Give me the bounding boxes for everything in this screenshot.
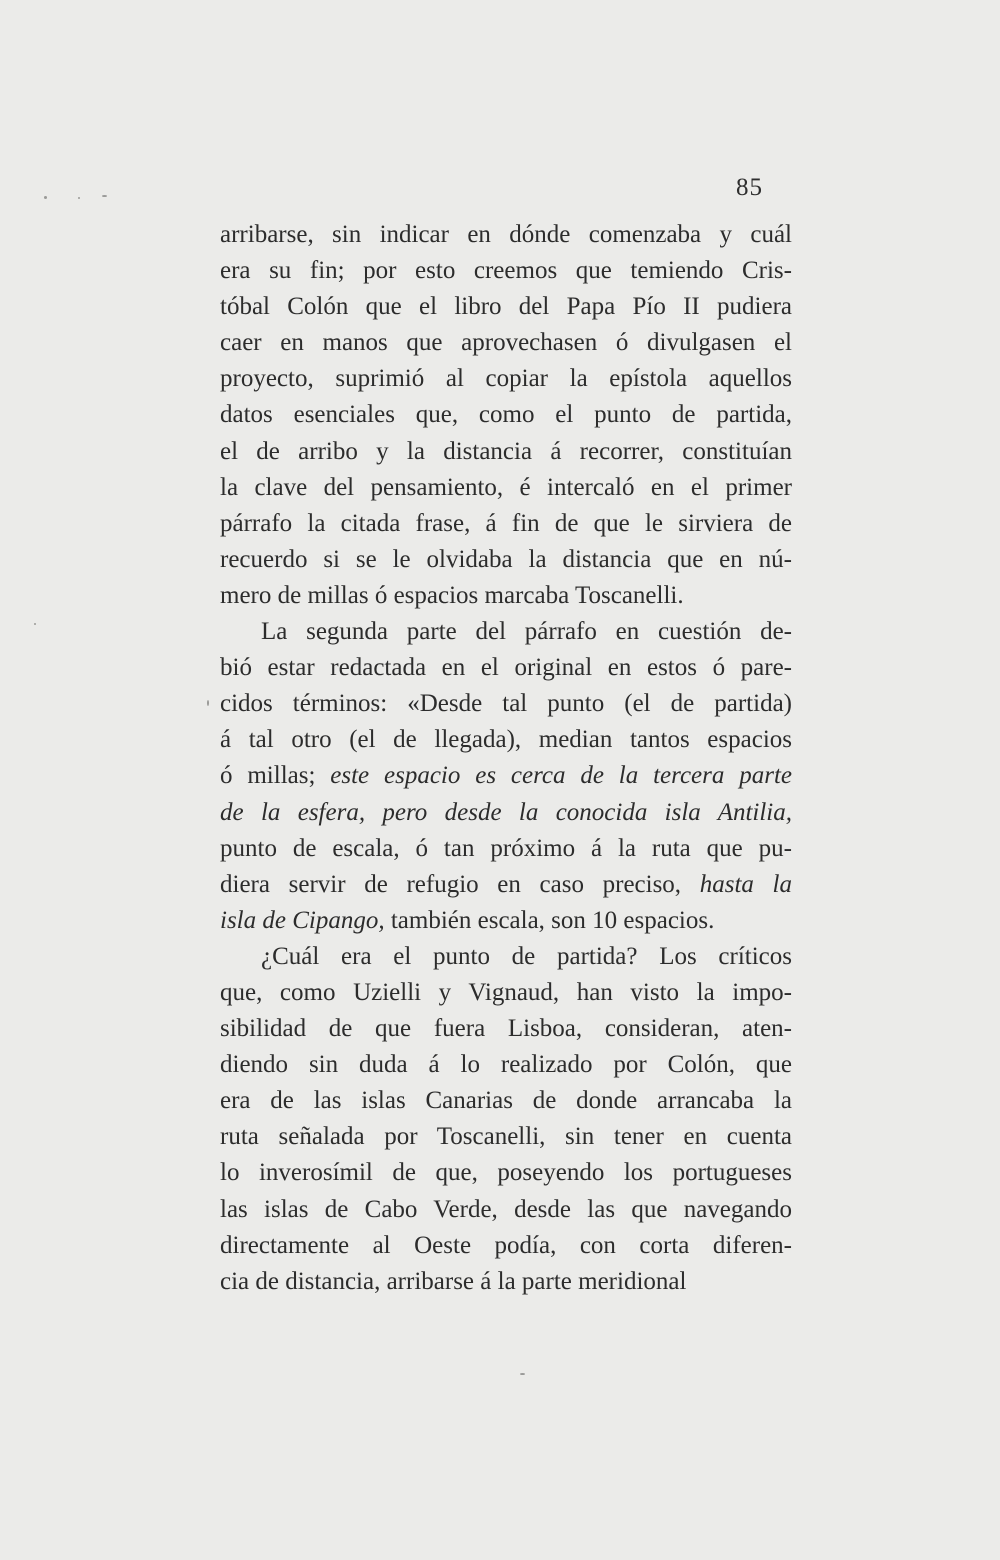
body-text — [220, 217, 792, 1300]
paragraph — [220, 614, 792, 939]
text-line — [220, 1047, 792, 1083]
text-line — [220, 470, 792, 506]
italic-text: de la esfera, pero desde la conocida isla Antilia, — [220, 798, 792, 826]
italic-text: hasta la — [699, 870, 792, 898]
text-segment: proyecto, suprimió al copiar la epístola aquellos — [220, 365, 792, 393]
text-segment: lo inverosímil de que, poseyendo los portugueses — [220, 1159, 792, 1187]
text-segment: la clave del pensamiento, é intercaló en el primer — [220, 473, 792, 501]
text-segment: ruta señalada por Toscanelli, sin tener en cuenta — [220, 1123, 792, 1151]
text-line — [220, 506, 792, 542]
text-segment: recuerdo si se le olvidaba la distancia que en nú- — [220, 545, 792, 573]
paper-speck — [34, 623, 36, 625]
text-line — [220, 722, 792, 758]
text-segment: bió estar redactada en el original en estos ó pare- — [220, 654, 792, 682]
text-segment: las islas de Cabo Verde, desde las que navegando — [220, 1195, 792, 1223]
text-segment: arribarse, sin indicar en dónde comenzaba y cuál — [220, 221, 792, 248]
paragraph — [220, 939, 792, 1300]
text-segment: sibilidad de que fuera Lisboa, consideran, aten- — [220, 1015, 792, 1043]
text-line — [220, 686, 792, 722]
text-segment: diera servir de refugio en caso preciso, — [220, 870, 700, 898]
text-segment: cidos términos: «Desde tal punto (el de partida) — [220, 690, 792, 718]
paper-speck — [44, 196, 47, 199]
text-line — [220, 1119, 792, 1155]
text-line — [220, 289, 792, 325]
text-line — [220, 831, 792, 867]
paper-speck — [78, 197, 80, 199]
text-segment: La segunda parte del párrafo en cuestión de- — [261, 618, 792, 646]
text-segment: tóbal Colón que el libro del Papa Pío II pudiera — [220, 293, 792, 321]
text-segment: directamente al Oeste podía, con corta diferen- — [220, 1231, 792, 1259]
text-line — [220, 434, 792, 470]
text-line — [220, 217, 792, 253]
text-line — [220, 1192, 792, 1228]
page-number: 85 — [736, 174, 763, 201]
text-line — [220, 939, 792, 975]
text-line — [220, 1011, 792, 1047]
text-line — [220, 650, 792, 686]
text-segment: era de las islas Canarias de donde arrancaba la — [220, 1087, 792, 1115]
text-segment: punto de escala, ó tan próximo á la ruta que pu- — [220, 834, 792, 862]
text-line — [220, 1228, 792, 1264]
text-segment: diendo sin duda á lo realizado por Colón, que — [220, 1051, 792, 1079]
text-line — [220, 578, 792, 614]
text-segment: era su fin; por esto creemos que temiendo Cris- — [220, 257, 792, 285]
text-line — [220, 1264, 792, 1300]
text-segment: ¿Cuál era el punto de partida? Los críticos — [261, 942, 792, 970]
paragraph — [220, 217, 792, 614]
text-segment: caer en manos que aprovechasen ó divulgasen el — [220, 329, 792, 357]
text-line — [220, 361, 792, 397]
text-segment: párrafo la citada frase, á fin de que le sirviera de — [220, 509, 792, 537]
text-segment: cia de distancia, arribarse á la parte meridional — [220, 1267, 687, 1295]
text-line — [220, 1083, 792, 1119]
text-segment: ó millas; — [220, 762, 331, 790]
text-line — [220, 758, 792, 794]
text-line — [220, 1155, 792, 1191]
italic-text: isla de Cipango, — [220, 906, 385, 934]
text-line — [220, 975, 792, 1011]
text-segment: á tal otro (el de llegada), median tantos espacios — [220, 726, 792, 754]
text-segment: datos esenciales que, como el punto de partida, — [220, 401, 792, 429]
text-segment: el de arribo y la distancia á recorrer, constituían — [220, 437, 792, 465]
text-line — [220, 397, 792, 433]
text-segment: que, como Uzielli y Vignaud, han visto la impo- — [220, 978, 792, 1006]
text-line — [220, 253, 792, 289]
text-segment: mero de millas ó espacios marcaba Toscanelli. — [220, 581, 684, 609]
text-line — [220, 542, 792, 578]
paper-speck — [207, 700, 209, 706]
text-line — [220, 903, 792, 939]
text-line — [220, 325, 792, 361]
paper-speck — [520, 1373, 525, 1375]
text-segment: también escala, son 10 espacios. — [384, 906, 715, 934]
text-line — [220, 795, 792, 831]
text-line — [220, 867, 792, 903]
italic-text: este espacio es cerca de la tercera parte — [330, 762, 792, 790]
paper-speck — [102, 195, 107, 197]
text-line — [220, 614, 792, 650]
